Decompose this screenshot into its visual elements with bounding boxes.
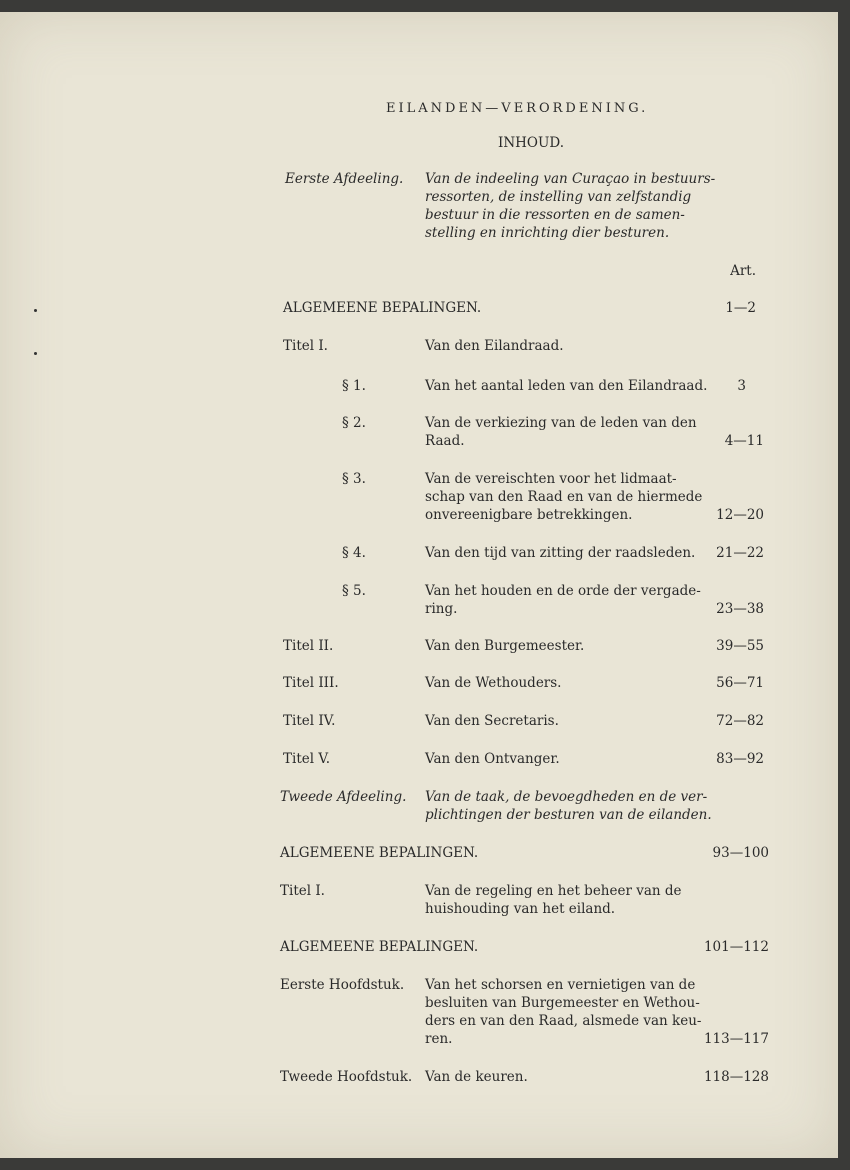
paragraph-line: Raad.	[425, 433, 465, 449]
margin-speck	[34, 352, 37, 355]
paragraph-line: Van het houden en de orde der vergade-	[425, 583, 701, 599]
article-range: 93—100	[712, 845, 769, 861]
titel-label: Titel V.	[283, 751, 331, 767]
paragraph-label: § 4.	[342, 545, 366, 561]
titel-label: Titel I.	[283, 338, 328, 354]
hoofdstuk-label: Tweede Hoofdstuk.	[280, 1069, 413, 1085]
article-range: 4—11	[724, 433, 764, 449]
section-heading: ALGEMEENE BEPALINGEN.	[280, 939, 479, 955]
titel-description: Van den Secretaris.	[425, 713, 559, 729]
section-heading: ALGEMEENE BEPALINGEN.	[280, 845, 479, 861]
article-range: 21—22	[716, 545, 764, 561]
afdeeling-1-line: ressorten, de instelling van zelfstandig	[425, 189, 692, 205]
hoofdstuk-label: Eerste Hoofdstuk.	[280, 977, 405, 993]
paragraph-line: onvereenigbare betrekkingen.	[425, 507, 633, 523]
titel-description: Van de Wethouders.	[425, 675, 562, 691]
paragraph-label: § 3.	[342, 471, 366, 487]
paragraph-line: ring.	[425, 601, 458, 617]
titel-label: Titel I.	[280, 883, 325, 899]
titel-description: Van den Burgemeester.	[425, 638, 585, 654]
article-range: 83—92	[716, 751, 764, 767]
titel-line: huishouding van het eiland.	[425, 901, 616, 917]
afdeeling-1-line: stelling en inrichting dier besturen.	[425, 225, 670, 241]
paragraph-description: Van het aantal leden van den Eilandraad.	[425, 378, 708, 394]
margin-speck	[34, 309, 37, 312]
paragraph-description: Van den tijd van zitting der raadsleden.	[425, 545, 696, 561]
afdeeling-2-label: Tweede Afdeeling.	[280, 789, 407, 805]
afdeeling-1-line: bestuur in die ressorten en de samen-	[425, 207, 685, 223]
article-range: 118—128	[703, 1069, 769, 1085]
titel-label: Titel II.	[283, 638, 334, 654]
paragraph-label: § 2.	[342, 415, 366, 431]
paragraph-line: Van de vereischten voor het lidmaat-	[425, 471, 677, 487]
titel-line: Van de regeling en het beheer van de	[425, 883, 682, 899]
document-heading: EILANDEN—VERORDENING.	[386, 101, 649, 116]
paragraph-line: Van de verkiezing van de leden van den	[425, 415, 697, 431]
document-page	[0, 12, 838, 1158]
titel-description: Van den Eilandraad.	[425, 338, 564, 354]
section-heading: ALGEMEENE BEPALINGEN.	[283, 300, 482, 316]
article-range: 1—2	[725, 300, 756, 316]
afdeeling-2-line: plichtingen der besturen van de eilanden.	[425, 807, 712, 823]
hoofdstuk-line: ren.	[425, 1031, 453, 1047]
titel-label: Titel IV.	[283, 713, 336, 729]
article-range: 72—82	[716, 713, 764, 729]
titel-description: Van den Ontvanger.	[425, 751, 560, 767]
article-range: 3	[737, 378, 746, 394]
paragraph-label: § 1.	[342, 378, 366, 394]
paragraph-label: § 5.	[342, 583, 366, 599]
titel-label: Titel III.	[283, 675, 339, 691]
article-range: 113—117	[703, 1031, 769, 1047]
hoofdstuk-description: Van de keuren.	[425, 1069, 528, 1085]
afdeeling-2-line: Van de taak, de bevoegdheden en de ver-	[425, 789, 708, 805]
article-range: 12—20	[716, 507, 764, 523]
paragraph-line: schap van den Raad en van de hiermede	[425, 489, 703, 505]
article-range: 39—55	[716, 638, 764, 654]
art-column-label: Art.	[730, 263, 756, 279]
article-range: 101—112	[703, 939, 769, 955]
contents-heading: INHOUD.	[498, 135, 564, 151]
article-range: 56—71	[716, 675, 764, 691]
afdeeling-1-line: Van de indeeling van Curaçao in bestuurs-	[425, 171, 716, 187]
hoofdstuk-line: ders en van den Raad, alsmede van keu-	[425, 1013, 702, 1029]
hoofdstuk-line: Van het schorsen en vernietigen van de	[425, 977, 696, 993]
article-range: 23—38	[716, 601, 764, 617]
afdeeling-1-label: Eerste Afdeeling.	[285, 171, 404, 187]
hoofdstuk-line: besluiten van Burgemeester en Wethou-	[425, 995, 700, 1011]
